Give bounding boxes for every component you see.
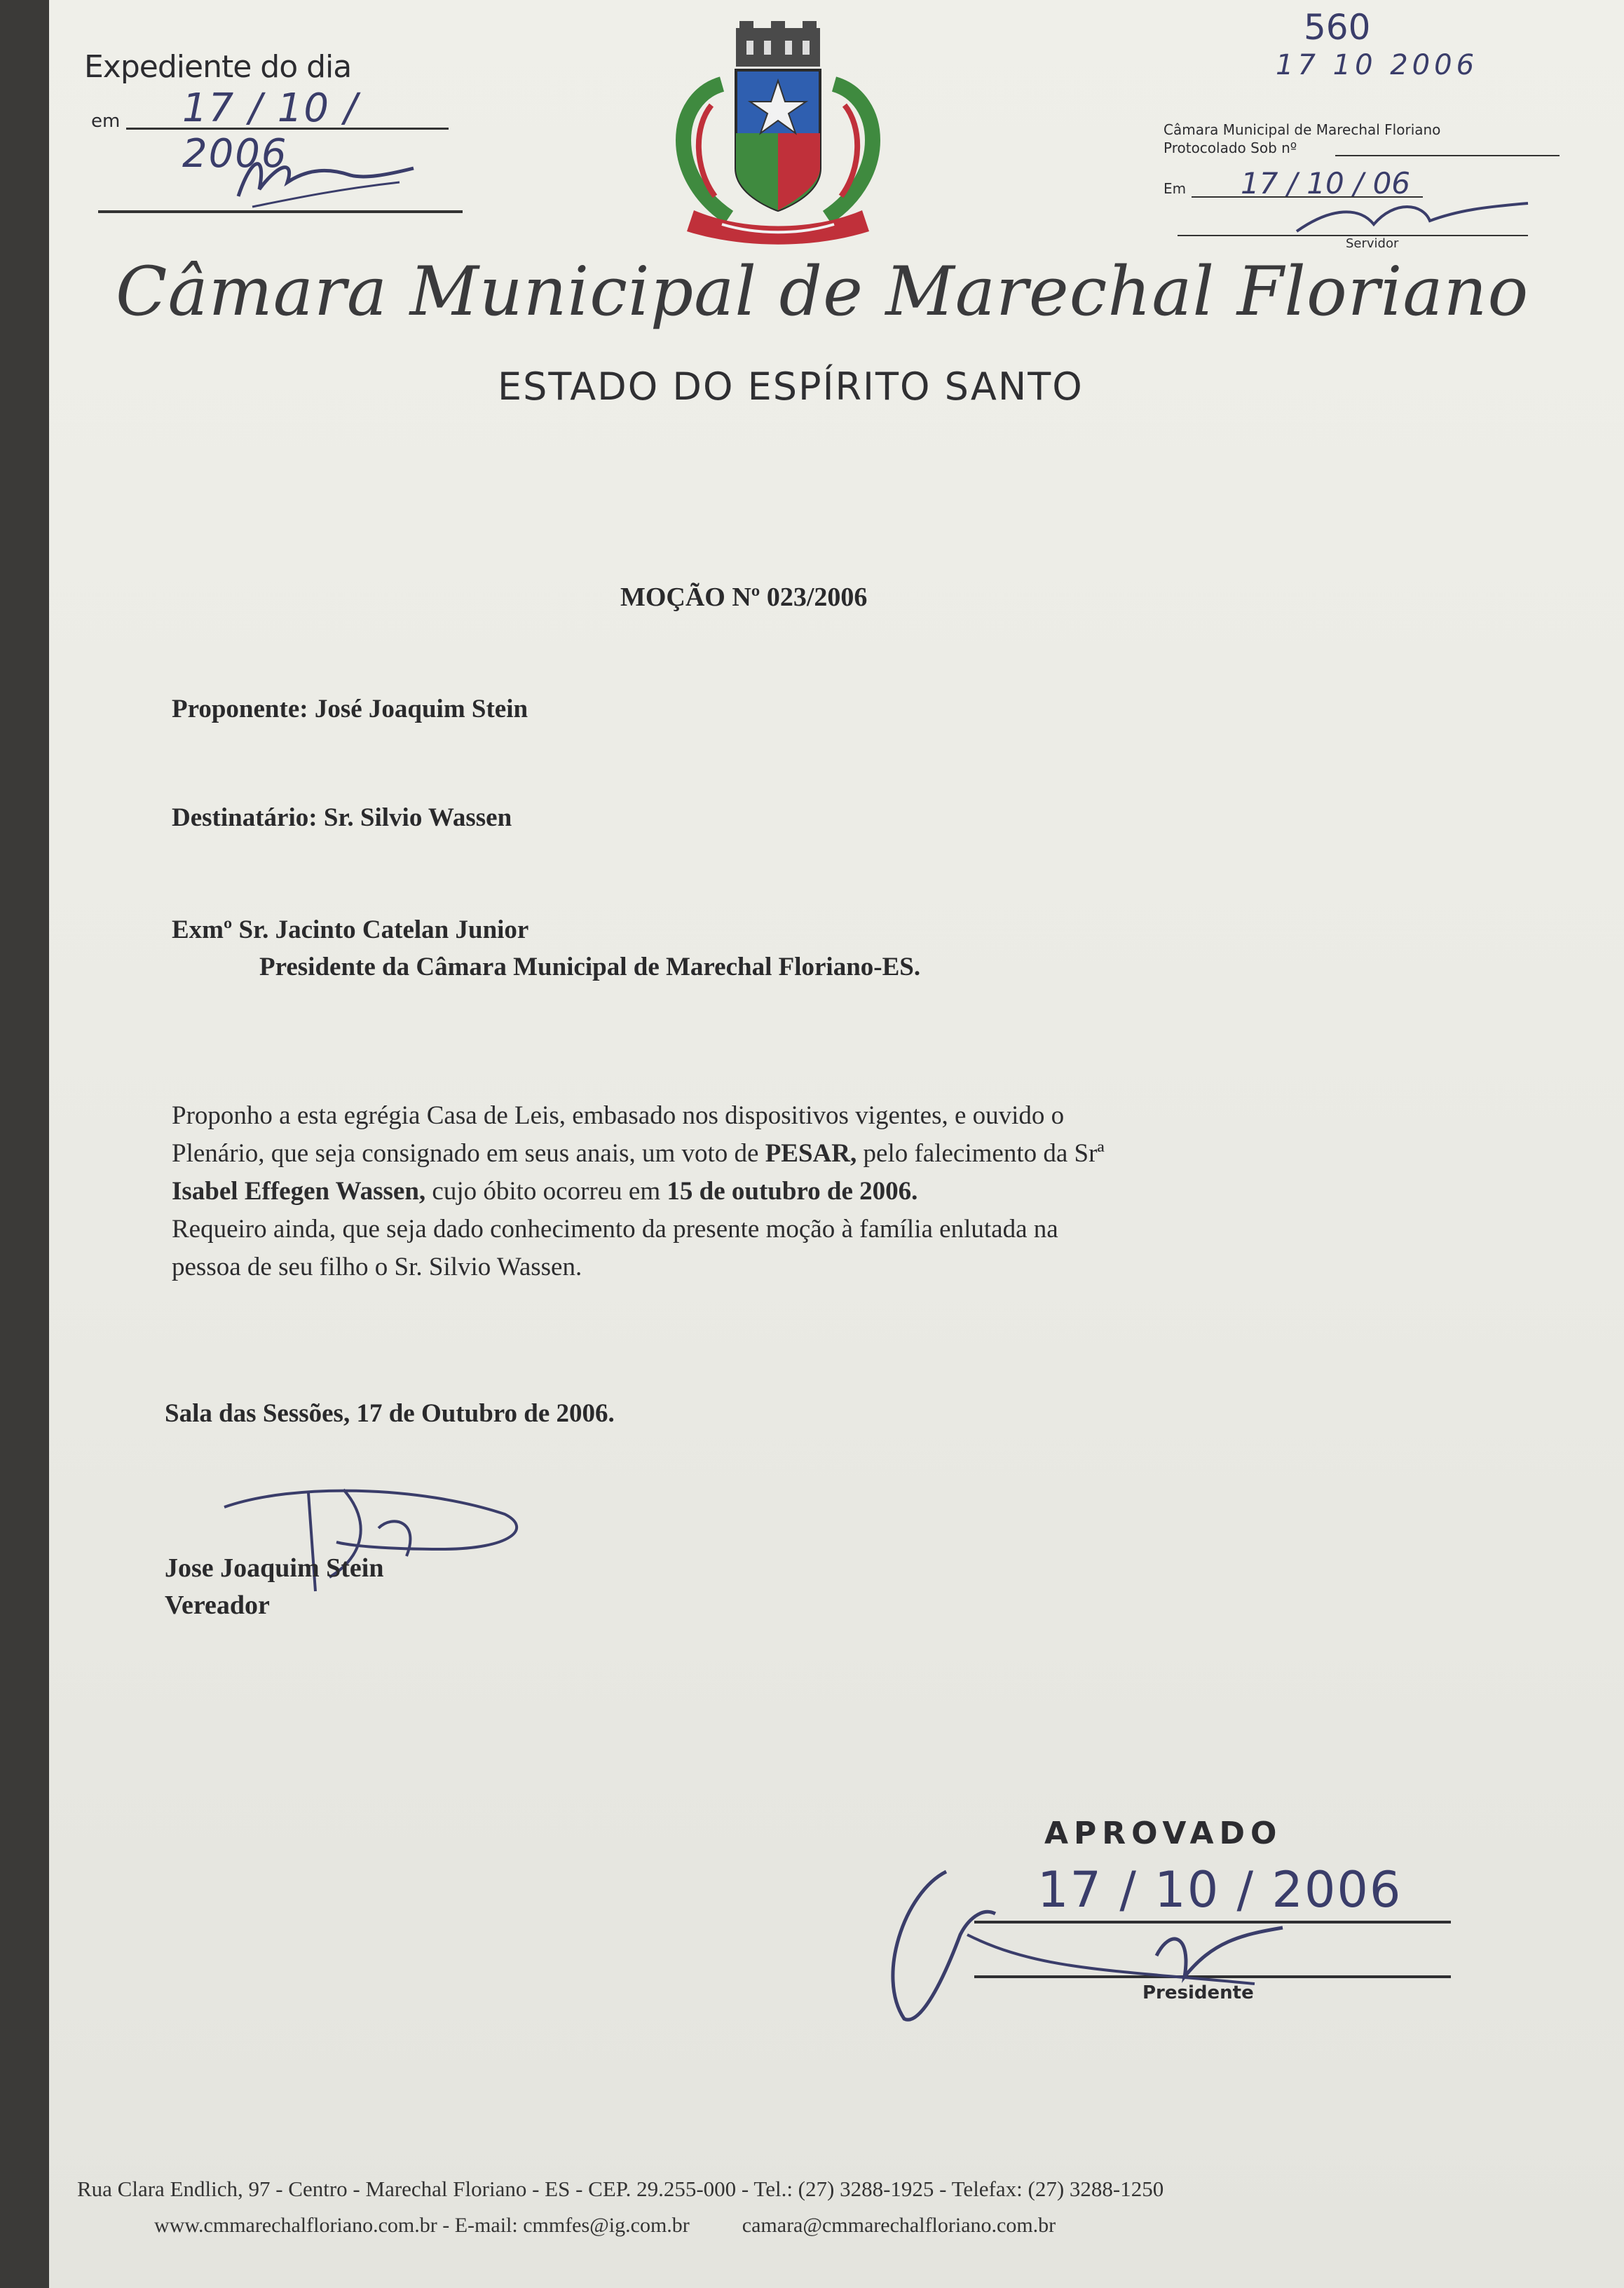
motion-body [172,1097,1461,1286]
body-line-3a: cujo óbito ocorreu em [432,1177,661,1206]
expediente-label: Expediente do dia [84,49,352,85]
body-line-1: Proponho a esta egrégia Casa de Leis, embasado nos dispositivos vigentes, e ouvido o [172,1101,1065,1130]
expediente-stamp [84,42,477,210]
protocol-number: 560 [1304,7,1371,48]
approval-date: 17 / 10 / 2006 [1037,1861,1403,1919]
signer-role: Vereador [165,1591,270,1620]
protocol-role: Servidor [1346,236,1399,251]
protocol-chamber-line: Câmara Municipal de Marechal Floriano [1164,121,1441,138]
signer-name: Jose Joaquim Stein [165,1553,384,1583]
approval-status: APROVADO [1044,1816,1283,1851]
closing-line: Sala das Sessões, 17 de Outubro de 2006. [165,1399,615,1428]
pesar-word: PESAR, [765,1139,857,1168]
protocol-em-label: Em [1164,180,1187,197]
footer-email: E-mail: cmmfes@ig.com.br [454,2214,690,2237]
deceased-name: Isabel Effegen Wassen, [172,1177,426,1206]
motion-title: MOÇÃO Nº 023/2006 [620,583,868,612]
document-page [49,0,1624,2288]
body-line-2b: pelo falecimento da Srª [863,1139,1105,1168]
footer-email-2: camara@cmmarechalfloriano.com.br [742,2214,1056,2237]
expediente-date: 17 / 10 / 2006 [182,86,359,177]
expediente-em-label: em [91,111,121,132]
protocol-label: Protocolado Sob nº [1164,139,1297,156]
body-line-5: pessoa de seu filho o Sr. Silvio Wassen. [172,1253,582,1281]
body-line-2a: Plenário, que seja consignado em seus anais, um voto de [172,1139,759,1168]
footer-website: www.cmmarechalfloriano.com.br [154,2214,437,2237]
protocol-signature [1290,193,1542,242]
destinatario-line: Destinatário: Sr. Silvio Wassen [172,803,512,832]
protocol-date: 17 10 2006 [1276,49,1479,81]
footer-address: Rua Clara Endlich, 97 - Centro - Marechal Floriano - ES - CEP. 29.255-000 - Tel.: (27) 3288-1925 - Telefax: (27) 3288-1250 [77,2177,1164,2201]
municipal-crest-logo [645,21,911,252]
protocol-stamp [1164,116,1570,249]
addressee-title: Presidente da Câmara Municipal de Marechal Floriano-ES. [259,953,921,981]
body-line-4: Requeiro ainda, que seja dado conhecimento da presente moção à família enlutada na [172,1215,1058,1244]
addressee-name: Exmº Sr. Jacinto Catelan Junior [172,915,529,944]
state-subtitle: ESTADO DO ESPÍRITO SANTO [498,365,1084,409]
death-date: 15 de outubro de 2006. [667,1177,918,1206]
approval-signature [862,1851,1367,2033]
body-line-2 [172,1135,1461,1173]
approval-role: Presidente [1142,1982,1254,2003]
proponente-line: Proponente: José Joaquim Stein [172,695,528,723]
protocol-em-date: 17 / 10 / 06 [1241,166,1411,200]
body-line-3 [172,1173,1461,1211]
expediente-signature [231,140,442,217]
chamber-title: Câmara Municipal de Marechal Floriano [116,252,1529,331]
footer-contacts: www.cmmarechalfloriano.com.br - E-mail: cmmfes@ig.com.br camara@cmmarechalfloriano.com.br [154,2214,1056,2237]
